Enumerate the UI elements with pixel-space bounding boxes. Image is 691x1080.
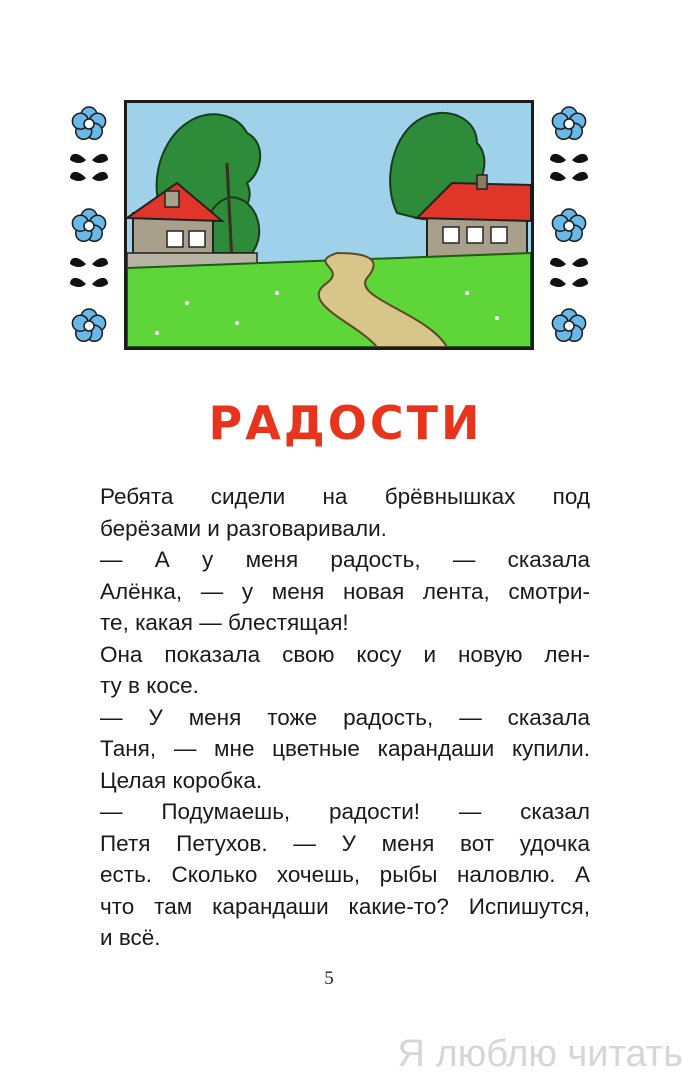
flower-icon [552,309,585,341]
text-line: — А у меня радость, — сказала [100,547,590,572]
story-title: РАДОСТИ [208,396,483,450]
text-line: — У меня тоже радость, — сказала [100,704,590,730]
flower-icon [72,309,105,341]
flower-icon [552,209,585,241]
text-line: Алёнка, — у меня новая лента, смотри- [100,578,590,604]
text-line: Таня, — мне цветные карандаши купили. [100,736,590,761]
right-ornament [546,104,592,350]
text-line: ту в косе. [100,673,199,698]
text-line: Петя Петухов. — У меня вот удочка [100,830,590,856]
text-line: есть. Сколько хочешь, рыбы наловлю. А [100,862,590,887]
leaf-pair-icon [70,154,108,181]
flower-icon [72,107,105,139]
leaf-pair-icon [550,154,588,181]
page-number: 5 [324,968,334,989]
text-line: Ребята сидели на брёвнышках под [100,484,590,509]
text-line: — Подумаешь, радости! — сказал [100,799,590,824]
flower-icon [72,209,105,241]
text-line: берёзами и разговаривали. [100,515,387,541]
text-line: что там карандаши какие-то? Испишутся, [100,893,590,919]
text-line: Она показала свою косу и новую лен- [100,641,590,667]
text-line: и всё. [100,925,161,950]
story-text [100,481,590,954]
village-illustration [124,100,534,350]
leaf-pair-icon [550,258,588,287]
watermark: Я люблю читать [397,1033,683,1075]
text-line: те, какая — блестящая! [100,610,349,635]
flower-icon [552,107,585,139]
leaf-pair-icon [70,258,108,287]
text-line: Целая коробка. [100,767,263,793]
left-ornament [66,104,112,350]
